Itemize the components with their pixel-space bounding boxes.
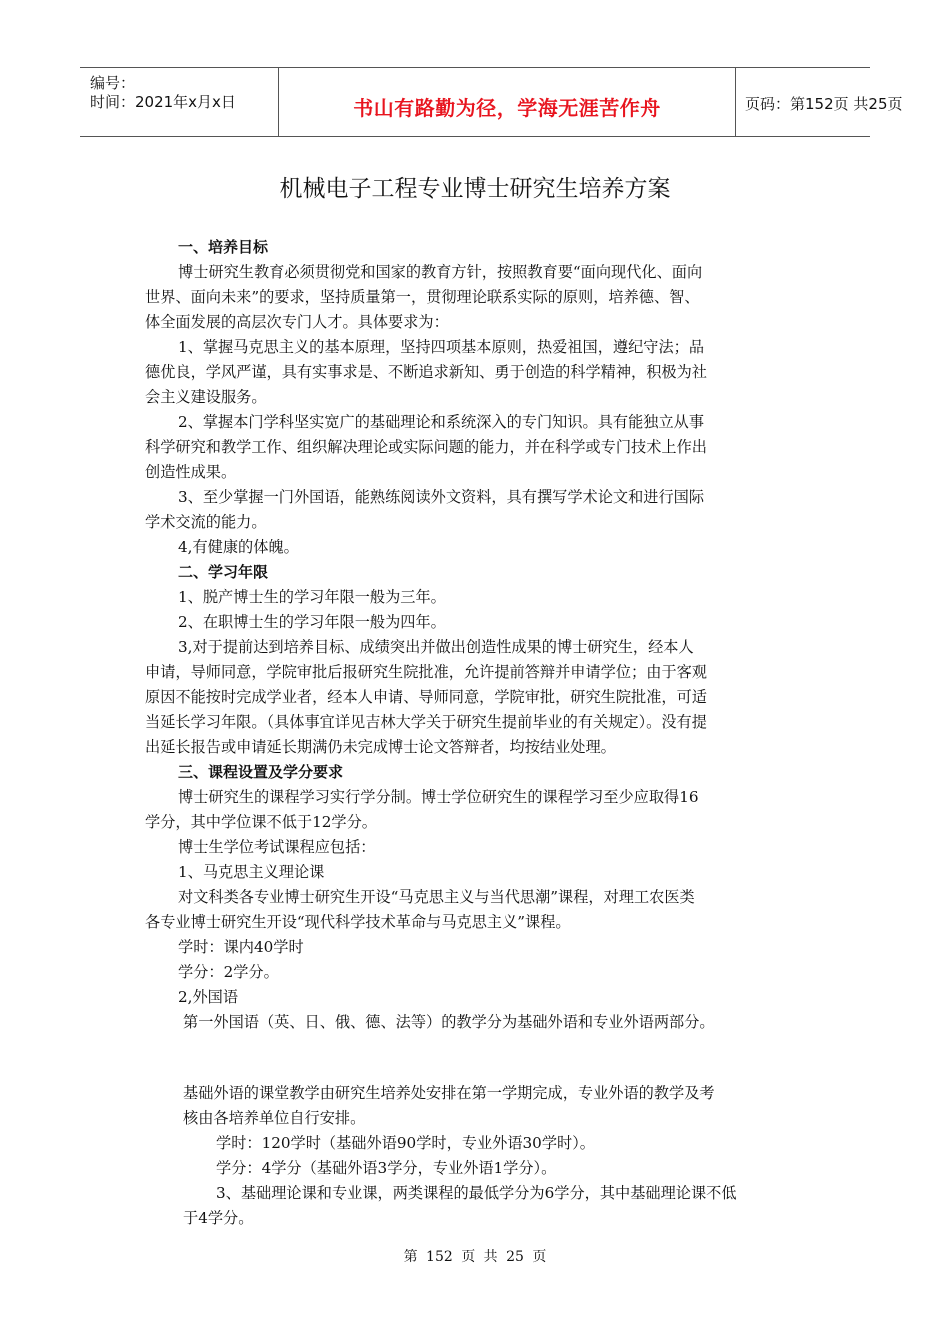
body-line: 于4学分。	[183, 1209, 254, 1227]
body-line: 1、脱产博士生的学习年限一般为三年。	[178, 588, 446, 606]
body-line: 1、马克思主义理论课	[178, 863, 325, 881]
body-line: 对文科类各专业博士研究生开设“马克思主义与当代思潮”课程，对理工农医类	[178, 888, 695, 906]
body-line: 学时：120学时（基础外语90学时，专业外语30学时）。	[216, 1134, 595, 1152]
body-line: 博士生学位考试课程应包括：	[178, 838, 376, 856]
body-line: 各专业博士研究生开设“现代科学技术革命与马克思主义”课程。	[145, 913, 571, 931]
body-line: 核由各培养单位自行安排。	[183, 1109, 366, 1127]
body-line: 申请，导师同意，学院审批后报研究生院批准，允许提前答辩并申请学位；由于客观	[145, 663, 707, 681]
section-heading: 三、课程设置及学分要求	[178, 763, 344, 781]
body-line: 基础外语的课堂教学由研究生培养处安排在第一学期完成，专业外语的教学及考	[183, 1084, 715, 1102]
header-meta-cell	[80, 68, 278, 136]
body-line: 博士研究生教育必须贯彻党和国家的教育方针，按照教育要“面向现代化、面向	[178, 263, 703, 281]
body-line: 学分：2学分。	[178, 963, 279, 981]
body-line: 4,有健康的体魄。	[178, 538, 299, 556]
body-line: 出延长报告或申请延长期满仍未完成博士论文答辩者，均按结业处理。	[145, 738, 616, 756]
header-motto: 书山有路勤为径，学海无涯苦作舟	[353, 96, 661, 120]
header-page-number: 页码：第152页 共25页	[745, 95, 903, 113]
body-line: 2,外国语	[178, 988, 239, 1006]
body-line: 会主义建设服务。	[145, 388, 267, 406]
document-title: 机械电子工程专业博士研究生培养方案	[279, 176, 671, 202]
body-line: 原因不能按时完成学业者，经本人申请、导师同意，学院审批，研究生院批准，可适	[145, 688, 707, 706]
document-date: 时间：2021年x月x日	[90, 93, 236, 111]
document-header	[80, 67, 903, 137]
header-motto-cell	[278, 68, 736, 136]
body-line: 学分，其中学位课不低于12学分。	[145, 813, 377, 831]
body-line: 学分：4学分（基础外语3学分，专业外语1学分）。	[216, 1159, 557, 1177]
page-footer: 第 152 页 共 25 页	[403, 1249, 547, 1265]
body-line: 2、在职博士生的学习年限一般为四年。	[178, 613, 446, 631]
body-line: 学术交流的能力。	[145, 513, 267, 531]
body-line: 博士研究生的课程学习实行学分制。博士学位研究生的课程学习至少应取得16	[178, 788, 699, 806]
body-line: 当延长学习年限。（具体事宜详见吉林大学关于研究生提前毕业的有关规定）。没有提	[145, 713, 707, 731]
body-line: 1、掌握马克思主义的基本原理，坚持四项基本原则，热爱祖国，遵纪守法；品	[178, 338, 705, 356]
body-line: 第一外国语（英、日、俄、德、法等）的教学分为基础外语和专业外语两部分。	[183, 1013, 715, 1031]
body-line: 体全面发展的高层次专门人才。具体要求为：	[145, 313, 449, 331]
header-page-cell	[735, 68, 903, 136]
body-line: 创造性成果。	[145, 463, 237, 481]
body-line: 科学研究和教学工作、组织解决理论或实际问题的能力，并在科学或专门技术上作出	[145, 438, 707, 456]
body-line: 3、至少掌握一门外国语，能熟练阅读外文资料，具有撰写学术论文和进行国际	[178, 488, 705, 506]
section-heading: 二、学习年限	[178, 563, 269, 581]
body-line: 世界、面向未来”的要求，坚持质量第一，贯彻理论联系实际的原则，培养德、智、	[145, 288, 700, 306]
body-line: 2、掌握本门学科坚实宽广的基础理论和系统深入的专门知识。具有能独立从事	[178, 413, 705, 431]
body-line: 3、基础理论课和专业课，两类课程的最低学分为6学分，其中基础理论课不低	[216, 1184, 737, 1202]
body-line: 3,对于提前达到培养目标、成绩突出并做出创造性成果的博士研究生，经本人	[178, 638, 694, 656]
document-number: 编号：	[90, 74, 136, 92]
body-line: 德优良，学风严谨，具有实事求是、不断追求新知、勇于创造的科学精神，积极为社	[145, 363, 707, 381]
section-heading: 一、培养目标	[178, 238, 269, 256]
body-line: 学时：课内40学时	[178, 938, 304, 956]
